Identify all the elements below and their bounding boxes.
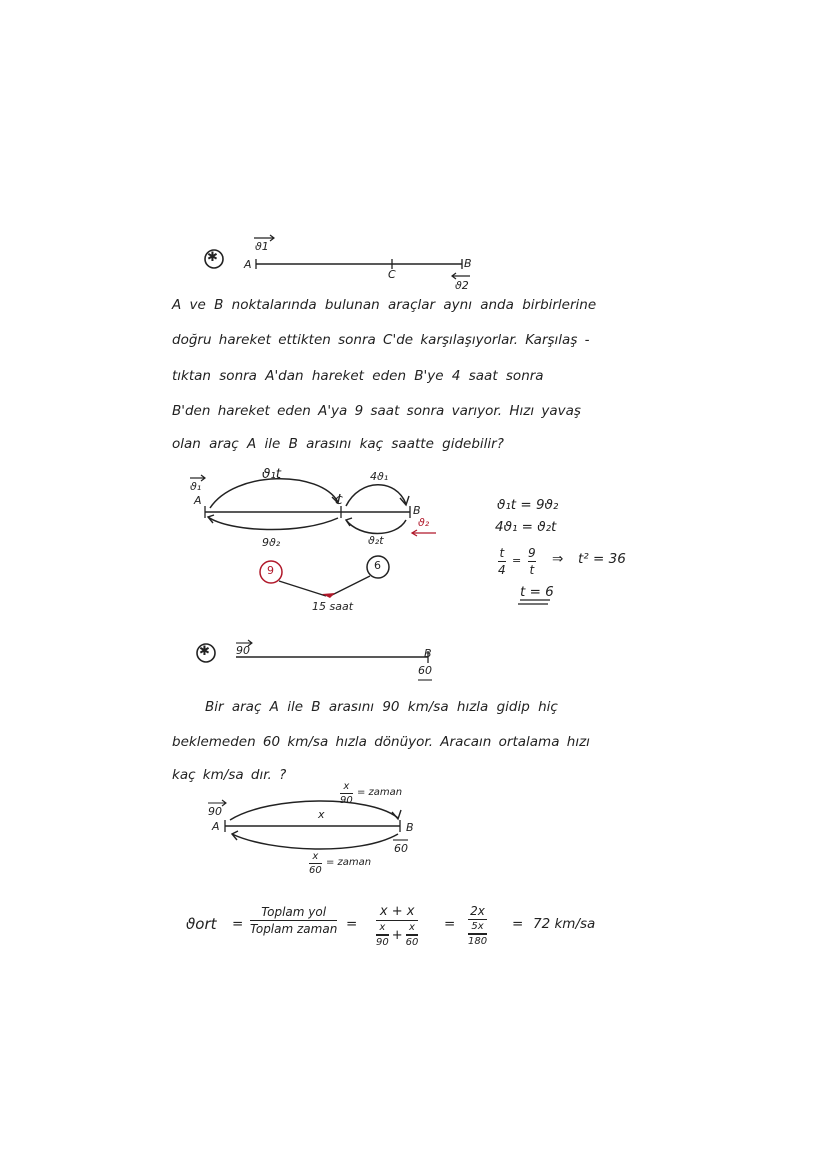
p2-bottom-frac: x 60 — [309, 851, 322, 877]
arc-c-to-a — [208, 517, 338, 530]
sol1-top-right: 4ϑ₁ — [370, 470, 389, 483]
problem2-marker: ✱ — [199, 644, 210, 659]
p2-bottom-suffix: = zaman — [326, 857, 372, 868]
p2-label-b: B — [406, 821, 414, 834]
sol1-label-b: B — [413, 504, 421, 517]
sol1-circle-9-label: 9 — [267, 564, 274, 577]
problem2-left-speed: 90 — [236, 644, 250, 657]
problem1-v1-label: ϑ1 — [255, 240, 269, 253]
arc-a-to-b — [230, 801, 398, 820]
sol1-bottom-right: ϑ₂t — [368, 534, 384, 547]
result-t: t = 6 — [520, 584, 554, 600]
problem2-label-b: B — [424, 647, 432, 660]
problem1-line-2: doğru hareket ettikten sonra C'de karşılaşıyorlar. Karşılaş - — [172, 332, 590, 348]
problem1-v2-label: ϑ2 — [455, 279, 469, 292]
problem1-line-3: tıktan sonra A'dan hareket eden B'ye 4 saat sonra — [172, 368, 544, 384]
problem1-marker: ✱ — [207, 250, 218, 265]
p2-top-frac: x 90 — [340, 781, 353, 807]
arc-b-to-c — [346, 520, 406, 534]
avg-eq-3: = — [444, 916, 456, 932]
avg-step-frac: 2x $\frac{5x}{180}$ — [468, 904, 488, 947]
avg-eq-2: = — [346, 916, 358, 932]
problem2-line-2: beklemeden 60 km/sa hızla dönüyor. Aracaın ortalama hızı — [172, 734, 590, 750]
avg-result: 72 km/sa — [533, 916, 596, 932]
p2-label-a: A — [212, 820, 220, 833]
sol1-v2-label: ϑ₂ — [418, 516, 430, 529]
problem1-line-1: A ve B noktalarında bulunan araçlar aynı anda birbirlerine — [172, 297, 597, 313]
sol1-total: 15 saat — [312, 600, 354, 613]
sol1-v1-label: ϑ₁ — [190, 480, 202, 493]
problem2-right-speed: 60 — [418, 664, 432, 677]
problem1-line-5: olan araç A ile B arasını kaç saatte gidebilir? — [172, 436, 504, 452]
eq1: ϑ₁t = 9ϑ₂ — [497, 497, 559, 513]
arc-b-to-a — [232, 834, 398, 849]
avg-eq-4: = — [512, 916, 524, 932]
problem1-label-b: B — [464, 257, 472, 270]
sol1-label-a: A — [194, 494, 202, 507]
frac-9-over-t: 9 t — [528, 546, 536, 578]
problem1-line-4: B'den hareket eden A'ya 9 saat sonra varıyor. Hızı yavaş — [172, 403, 581, 419]
avg-eq-1: = — [232, 916, 244, 932]
p2-right-speed: 60 — [394, 842, 408, 855]
problem2-line-1: Bir araç A ile B arasını 90 km/sa hızla gidip hiç — [205, 699, 558, 715]
avg-word-frac: Toplam yol Toplam zaman — [250, 905, 338, 937]
sol1-top-left: ϑ₁t — [262, 466, 282, 482]
p2-mid-label: x — [318, 808, 325, 821]
problem1-label-c: C — [388, 268, 396, 281]
sol1-label-c: C — [335, 494, 343, 507]
p2-left-speed: 90 — [208, 805, 222, 818]
arc-c-to-b — [346, 485, 406, 506]
result-t-squared: t² = 36 — [578, 551, 626, 567]
eq-equals: = — [512, 554, 522, 567]
p2-top-suffix: = zaman — [357, 787, 403, 798]
avg-lhs: ϑort — [186, 915, 217, 933]
problem1-label-a: A — [244, 258, 252, 271]
eq2: 4ϑ₁ = ϑ₂t — [495, 519, 557, 535]
arc-a-to-c — [210, 479, 338, 508]
avg-expr-frac: x + x $\frac{x}{90}$ + $\frac{x}{60}$ — [376, 904, 419, 948]
sol1-bottom-left: 9ϑ₂ — [262, 536, 281, 549]
sol1-circle-6-label: 6 — [374, 559, 381, 572]
frac-t-over-4: t 4 — [498, 546, 506, 578]
implies-arrow: ⇒ — [552, 551, 564, 567]
problem2-line-3: kaç km/sa dır. ? — [172, 767, 287, 783]
